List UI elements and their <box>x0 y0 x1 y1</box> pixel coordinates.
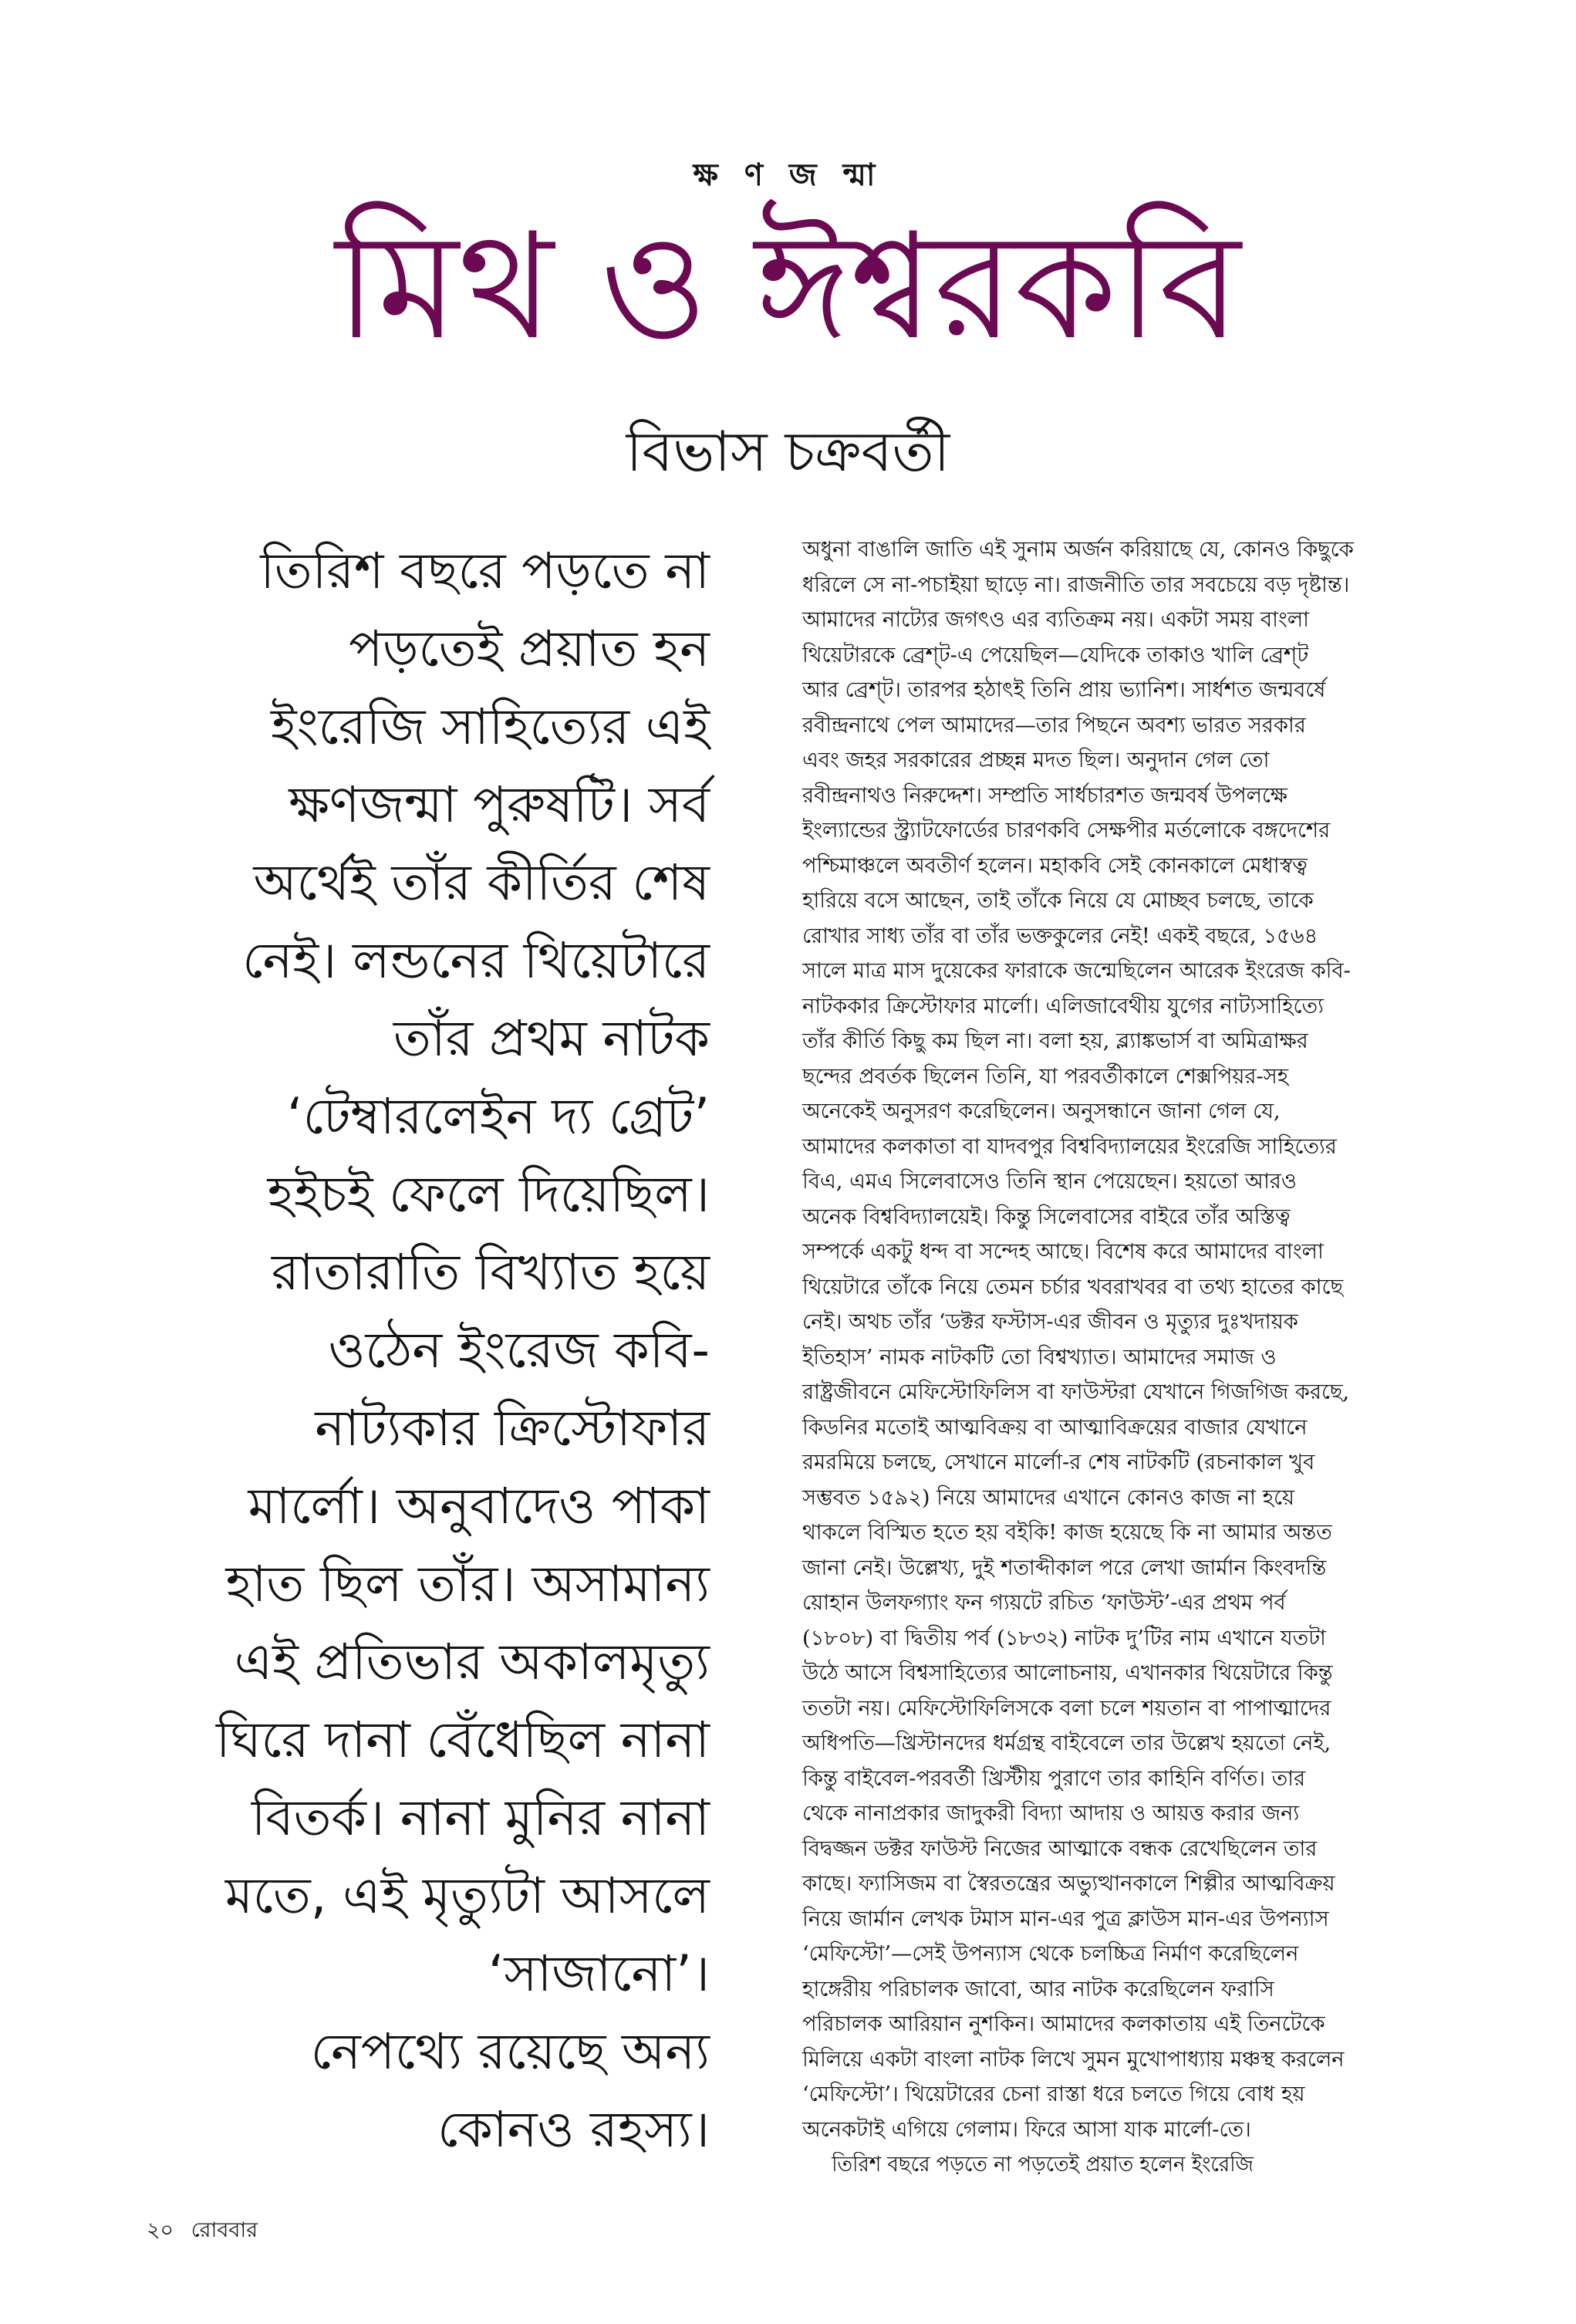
body-text-line: নাটককার ক্রিস্টোফার মার্লো। এলিজাবেথীয় যুগের নাট্যসাহিত্যে <box>802 994 1324 1018</box>
body-text-line: ‘মেফিস্টো’। থিয়েটারের চেনা রাস্তা ধরে চলতে গিয়ে বোধ হয় <box>802 2082 1305 2106</box>
pull-quote-line: ওঠেন ইংরেজ কবি- <box>328 1322 710 1380</box>
body-text-line: রমরমিয়ে চলছে, সেখানে মার্লো-র শেষ নাটকটি (রচনাকাল খুব <box>802 1451 1315 1474</box>
article-body <box>802 532 1450 2183</box>
body-text-line: থাকলে বিস্মিত হতে হয় বইকি! কাজ হয়েছে কি না আমার অন্তত <box>802 1521 1332 1545</box>
pull-quote-line: নেই। লন্ডনের থিয়েটারে <box>242 932 710 990</box>
pull-quote-line: এই প্রতিভার অকালমৃত্যু <box>234 1633 710 1691</box>
author-byline: বিভাস চক্রবর্তী <box>626 419 950 484</box>
pull-quote-line: ঘিরে দানা বেঁধেছিল নানা <box>215 1711 710 1769</box>
pull-quote-line: হাত ছিল তাঁর। অসামান্য <box>225 1556 710 1613</box>
pull-quote-line: বিতর্ক। নানা মুনির নানা <box>251 1789 710 1847</box>
body-text-line: কিডনির মতোই আত্মবিক্রয় বা আত্মাবিক্রয়ের বাজার যেখানে <box>802 1415 1308 1440</box>
magazine-name: রোববার <box>191 2218 258 2242</box>
pull-quote-line: ‘টেম্বারলেইন দ্য গ্রেট’ <box>287 1088 710 1146</box>
pull-quote-line: হইচই ফেলে দিয়েছিল। <box>267 1166 710 1224</box>
body-text-line: ছন্দের প্রবর্তক ছিলেন তিনি, যা পরবর্তীকালে শেক্সপিয়র-সহ <box>802 1064 1288 1089</box>
body-text-line: সম্পর্কে একটু ধন্দ বা সন্দেহ আছে। বিশেষ করে আমাদের বাংলা <box>802 1240 1324 1264</box>
body-text-line: থেকে নানাপ্রকার জাদুকরী বিদ্যা আদায় ও আয়ত্ত করার জন্য <box>802 1802 1300 1826</box>
pull-quote <box>147 532 710 2169</box>
section-kicker: ক্ষ ণ জ ন্মা <box>693 157 883 193</box>
pull-quote-line: নেপথ্যে রয়েছে অন্য <box>310 2023 710 2081</box>
body-text-line: রোখার সাধ্য তাঁর বা তাঁর ভক্তকুলের নেই! একই বছরে, ১৫৬৪ <box>802 924 1318 948</box>
pull-quote-line: রাতারাতি বিখ্যাত হয়ে <box>271 1244 710 1302</box>
body-text-line: জানা নেই। উল্লেখ্য, দুই শতাব্দীকাল পরে লেখা জার্মান কিংবদন্তি <box>802 1556 1327 1580</box>
pull-quote-line: তাঁর প্রথম নাটক <box>393 1010 710 1068</box>
pull-quote-line: তিরিশ বছরে পড়তে না <box>260 542 710 600</box>
pull-quote-line: ক্ষণজন্মা পুরুষটি। সর্ব <box>289 776 710 834</box>
body-text-line: ইতিহাস’ নামক নাটকটি তো বিশ্বখ্যাত। আমাদের সমাজ ও <box>802 1345 1277 1370</box>
body-text-line: রবীন্দ্রনাথে পেল আমাদের—তার পিছনে অবশ্য ভারত সরকার <box>802 713 1306 738</box>
body-text-line: রাষ্ট্রজীবনে মেফিস্টোফিলিস বা ফাউস্টরা যেখানে গিজগিজ করছে, <box>802 1380 1350 1404</box>
body-text-line: অধিপতি—খ্রিস্টানদের ধর্মগ্রন্থ বাইবেলে তার উল্লেখ হয়তো নেই, <box>802 1731 1331 1755</box>
page-footer <box>147 2214 268 2249</box>
body-text-line: সম্ভবত ১৫৯২) নিয়ে আমাদের এখানে কোনও কাজ না হয়ে <box>802 1485 1294 1510</box>
body-text-line: থিয়েটারে তাঁকে নিয়ে তেমন চর্চার খবরাখবর বা তথ্য হাতের কাছে <box>802 1275 1344 1299</box>
pull-quote-line: কোনও রহস্য। <box>437 2101 710 2159</box>
body-text-line: বিদ্বজ্জন ডক্টর ফাউস্ট নিজের আত্মাকে বন্ধক রেখেছিলেন তার <box>802 1836 1318 1861</box>
page-number: ২০ <box>147 2218 174 2242</box>
body-text-line: পরিচালক আরিয়ান নুশকিন। আমাদের কলকাতায় এই তিনটেকে <box>802 2012 1325 2036</box>
pull-quote-line: পড়তেই প্রয়াত হন <box>349 620 710 678</box>
pull-quote-line: অর্থেই তাঁর কীর্তির শেষ <box>253 854 710 912</box>
body-text-line: ধরিলে সে না-পচাইয়া ছাড়ে না। রাজনীতি তার সবচেয়ে বড় দৃষ্টান্ত। <box>802 573 1350 597</box>
body-text-line: এবং জহর সরকারের প্রচ্ছন্ন মদত ছিল। অনুদান গেল তো <box>802 748 1270 772</box>
body-text-line: অধুনা বাঙালি জাতি এই সুনাম অর্জন করিয়াছে যে, কোনও কিছুকে <box>802 538 1354 562</box>
body-text-line: (১৮০৮) বা দ্বিতীয় পর্ব (১৮৩২) নাটক দু’টির নাম এখানে যতটা <box>802 1626 1326 1650</box>
body-text-line: ‘মেফিস্টো’—সেই উপন্যাস থেকে চলচ্চিত্র নির্মাণ করেছিলেন <box>802 1942 1299 1966</box>
body-text-line: আমাদের কলকাতা বা যাদবপুর বিশ্ববিদ্যালয়ের ইংরেজি সাহিত্যের <box>802 1134 1337 1159</box>
body-text-line: নিয়ে জার্মান লেখক টমাস মান-এর পুত্র ক্লাউস মান-এর উপন্যাস <box>802 1907 1329 1931</box>
body-text-line: তাঁর কীর্তি কিছু কম ছিল না। বলা হয়, ব্ল্যাঙ্কভার্স বা অমিত্রাক্ষর <box>802 1029 1308 1053</box>
body-text-line: ততটা নয়। মেফিস্টোফিলিসকে বলা চলে শয়তান বা পাপাত্মাদের <box>802 1696 1331 1721</box>
body-text-line: বিএ, এমএ সিলেবাসেও তিনি স্থান পেয়েছেন। হয়তো আরও <box>802 1170 1297 1194</box>
pull-quote-line: ‘সাজানো’। <box>488 1945 710 2003</box>
body-text-line: আর ব্রেশ্‌ট। তারপর হঠাৎই তিনি প্রায় ভ্যানিশ। সার্ধশত জন্মবর্ষে <box>802 678 1326 702</box>
body-text-line: অনেকেই অনুসরণ করেছিলেন। অনুসন্ধানে জানা গেল যে, <box>802 1100 1281 1123</box>
body-text-line: আমাদের নাট্যের জগৎও এর ব্যতিক্রম নয়। একটা সময় বাংলা <box>802 608 1309 632</box>
body-text-line: উঠে আসে বিশ্বসাহিত্যের আলোচনায়, এখানকার থিয়েটারে কিন্তু <box>802 1661 1333 1685</box>
body-text-line: থিয়েটারকে ব্রেশ্‌ট-এ পেয়েছিল—যেদিকে তাকাও খালি ব্রেশ্‌ট <box>802 643 1309 667</box>
body-text-line: অনেকটাই এগিয়ে গেলাম। ফিরে আসা যাক মার্লো-তে। <box>802 2117 1251 2142</box>
body-text-line: কিন্তু বাইবেল-পরবর্তী খ্রিস্টীয় পুরাণে তার কাহিনি বর্ণিত। তার <box>802 1766 1306 1791</box>
body-text-line: ইংল্যান্ডের স্ট্র্যাটফোর্ডের চারণকবি সেক্ষপীর মর্তলোকে বঙ্গদেশের <box>802 819 1331 843</box>
body-text-line: অনেক বিশ্ববিদ্যালয়েই। কিন্তু সিলেবাসের বাইরে তাঁর অস্তিত্ব <box>802 1204 1291 1229</box>
body-text-line: রবীন্দ্রনাথও নিরুদ্দেশ। সম্প্রতি সার্ধচারশত জন্মবর্ষ উপলক্ষে <box>802 783 1287 808</box>
body-text-line: সালে মাত্র মাস দুয়েকের ফারাকে জন্মেছিলেন আরেক ইংরেজ কবি- <box>802 959 1351 983</box>
pull-quote-line: ইংরেজি সাহিত্যের এই <box>270 698 710 756</box>
body-text-line: হাঙ্গেরীয় পরিচালক জাবো, আর নাটক করেছিলেন ফরাসি <box>802 1977 1274 2001</box>
body-text-line: মিলিয়ে একটা বাংলা নাটক লিখে সুমন মুখোপাধ্যায় মঞ্চস্থ করলেন <box>802 2047 1345 2072</box>
body-text-line: পশ্চিমাঞ্চলে অবতীর্ণ হলেন। মহাকবি সেই কোনকালে মেধাস্বত্ব <box>802 853 1308 878</box>
body-text-line: য়োহান উলফগ্যাং ফন গ্যয়টে রচিত ‘ফাউস্ট’-এর প্রথম পর্ব <box>802 1591 1286 1615</box>
article-title: মিথ ও ঈশ্বরকবি <box>335 201 1241 372</box>
pull-quote-line: মার্লো। অনুবাদেও পাকা <box>248 1478 710 1535</box>
body-text-line: তিরিশ বছরে পড়তে না পড়তেই প্রয়াত হলেন ইংরেজি <box>832 2153 1254 2177</box>
pull-quote-line: মতে, এই মৃত্যুটা আসলে <box>224 1867 710 1925</box>
pull-quote-line: নাট্যকার ক্রিস্টোফার <box>315 1400 710 1458</box>
body-text-line: কাছে। ফ্যাসিজম বা স্বৈরতন্ত্রের অভ্যুত্থানকালে শিল্পীর আত্মবিক্রয় <box>802 1872 1335 1896</box>
body-text-line: নেই। অথচ তাঁর ‘ডক্টর ফস্টাস-এর জীবন ও মৃত্যুর দুঃখদায়ক <box>802 1310 1298 1334</box>
body-text-line: হারিয়ে বসে আছেন, তাই তাঁকে নিয়ে যে মোচ্ছব চলছে, তাকে <box>802 889 1314 913</box>
